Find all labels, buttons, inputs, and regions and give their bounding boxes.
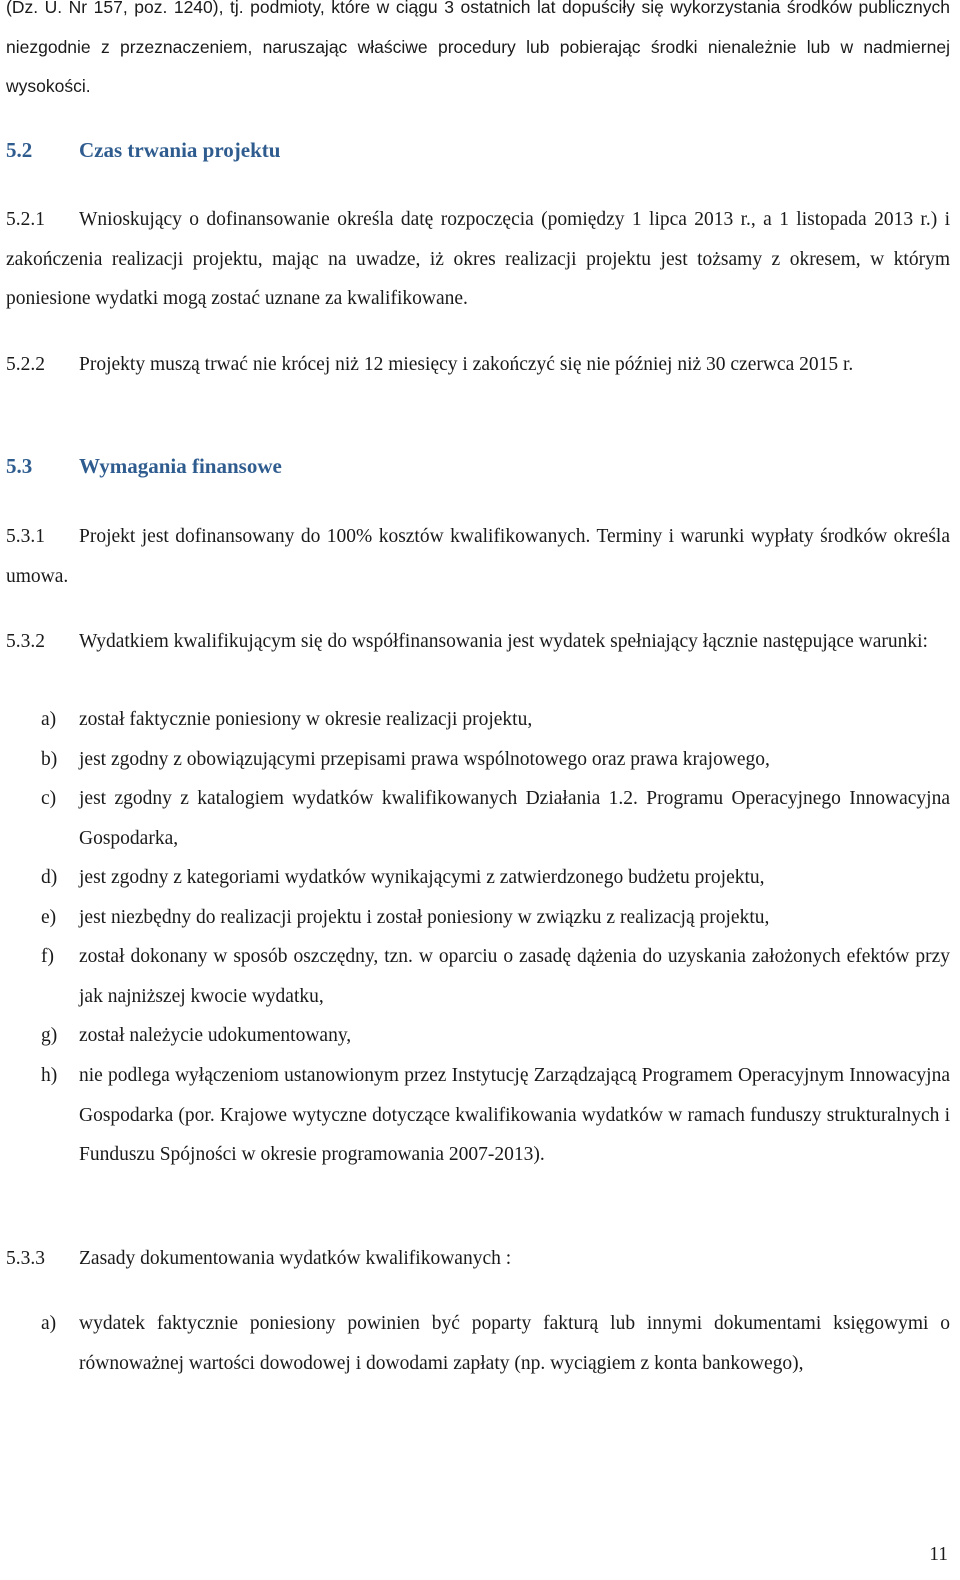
page-number: 11	[929, 1544, 948, 1565]
list-item: e) jest niezbędny do realizacji projektu i został poniesiony w związku z realizacją projektu,	[41, 907, 770, 928]
section-number: 5.2	[6, 138, 33, 162]
paragraph-number: 5.3.3	[6, 1248, 45, 1269]
list-item: f) został dokonany w sposób oszczędny, tzn. w oparciu o zasadę dążenia do uzyskania założonych efektów przy jak najniższej kwocie wydatku,	[41, 946, 950, 1007]
list-item: g) został należycie udokumentowany,	[41, 1025, 352, 1046]
list-item: b) jest zgodny z obowiązującymi przepisami prawa wspólnotowego oraz prawa krajowego,	[41, 749, 770, 770]
paragraph-5-3-1: 5.3.1 Projekt jest dofinansowany do 100% kosztów kwalifikowanych. Terminy i warunki wypłaty środków określa umowa.	[6, 517, 950, 596]
intro-paragraph: (Dz. U. Nr 157, poz. 1240), tj. podmioty, które w ciągu 3 ostatnich lat dopuściły się wykorzystania środków publicznych niezgodnie z przeznaczeniem, naruszając właściwe procedury lub pobierając środki nienależnie lub w nadmiernej wysokości.	[6, 0, 950, 96]
section-number: 5.3	[6, 454, 33, 478]
list-item: a) został faktycznie poniesiony w okresie realizacji projektu,	[41, 709, 533, 730]
list-item: c) jest zgodny z katalogiem wydatków kwalifikowanych Działania 1.2. Programu Operacyjnego Innowacyjna Gospodarka,	[41, 788, 950, 849]
list-item: h) nie podlega wyłączeniom ustanowionym przez Instytucję Zarządzającą Programem Operacyjnym Innowacyjna Gospodarka (por. Krajowe wytyczne dotyczące kwalifikowania wydatków w ramach funduszy strukturalnych i Funduszu Spójności w okresie programowania 2007-2013).	[41, 1065, 950, 1165]
section-title: Czas trwania projektu	[79, 138, 281, 162]
paragraph-number: 5.3.2	[6, 631, 45, 652]
paragraph-5-2-1: 5.2.1 Wnioskujący o dofinansowanie określa datę rozpoczęcia (pomiędzy 1 lipca 2013 r., a 1 listopada 2013 r.) i zakończenia realizacji projektu, mając na uwadze, iż okres realizacji projektu jest tożsamy z okresem, w którym poniesione wydatki mogą zostać uznane za kwalifikowane.	[6, 200, 950, 319]
paragraph-number: 5.2.1	[6, 209, 45, 230]
section-heading-5-2	[6, 138, 280, 163]
paragraph-5-3-2: 5.3.2 Wydatkiem kwalifikującym się do współfinansowania jest wydatek spełniający łącznie następujące warunki:	[6, 622, 950, 662]
paragraph-5-2-2: 5.2.2 Projekty muszą trwać nie krócej niż 12 miesięcy i zakończyć się nie później niż 30 czerwca 2015 r.	[6, 345, 950, 385]
section-heading-5-3	[6, 454, 282, 479]
paragraph-number: 5.2.2	[6, 354, 45, 375]
paragraph-5-3-3: 5.3.3 Zasady dokumentowania wydatków kwalifikowanych :	[6, 1239, 950, 1279]
list-item: d) jest zgodny z kategoriami wydatków wynikającymi z zatwierdzonego budżetu projektu,	[41, 867, 765, 888]
paragraph-number: 5.3.1	[6, 526, 45, 547]
section-title: Wymagania finansowe	[79, 454, 282, 478]
list-item: a) wydatek faktycznie poniesiony powinien być poparty fakturą lub innymi dokumentami księgowymi o równoważnej wartości dowodowej i dowodami zapłaty (np. wyciągiem z konta bankowego),	[41, 1313, 950, 1374]
